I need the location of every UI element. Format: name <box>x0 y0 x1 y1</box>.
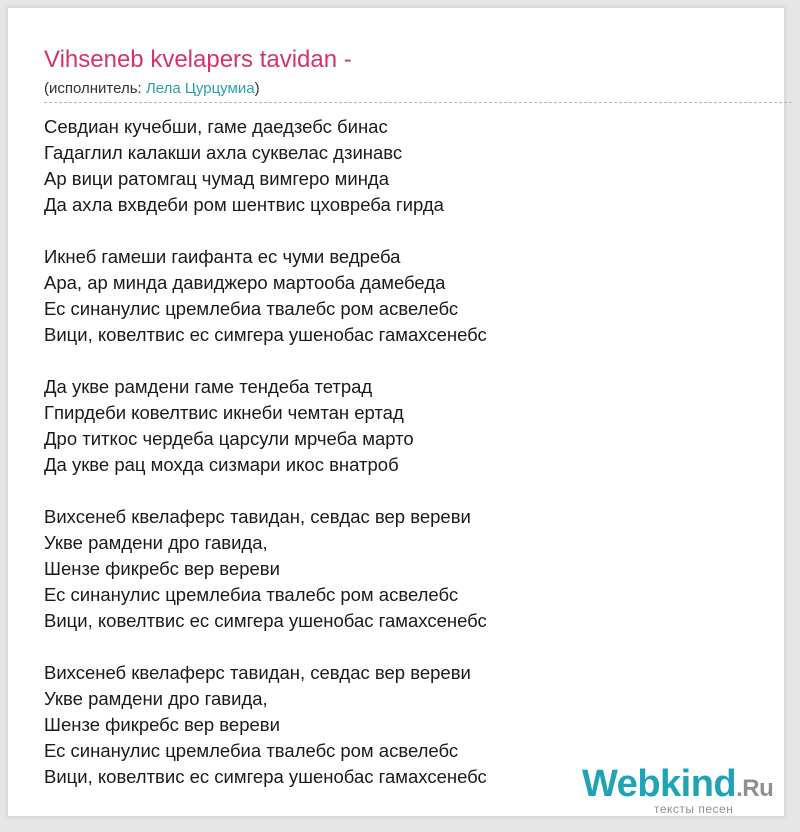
stanza <box>44 244 764 348</box>
lyric-line: Ес синанулис цремлебиа твалебс ром асвелебс <box>44 740 459 761</box>
lyric-line: Вици, ковелтвис ес симгера ушенобас гамахсенебс <box>44 324 487 345</box>
stanza <box>44 504 764 634</box>
lyric-line: Шензе фикребс вер вереви <box>44 714 280 735</box>
lyric-line: Укве рамдени дро гавида, <box>44 688 268 709</box>
logo-brand: Webkind <box>582 763 737 805</box>
lyric-line: Дро титкос чердеба царсули мрчеба марто <box>44 428 414 449</box>
performer-link[interactable]: Лела Цурцумиа <box>145 80 255 97</box>
logo-tagline: тексты песен <box>654 802 734 816</box>
lyrics-body <box>44 114 764 816</box>
lyric-line: Вихсенеб квелаферс тавидан, севдас вер вереви <box>44 662 471 683</box>
lyric-line: Укве рамдени дро гавида, <box>44 532 268 553</box>
stanza <box>44 114 764 218</box>
lyric-line: Вици, ковелтвис ес симгера ушенобас гамахсенебс <box>44 766 487 787</box>
lyric-line: Ара, ар минда давиджеро мартооба дамебеда <box>44 272 446 293</box>
lyric-line: Вихсенеб квелаферс тавидан, севдас вер вереви <box>44 506 471 527</box>
lyric-line: Шензе фикребс вер вереви <box>44 558 280 579</box>
lyric-line: Севдиан кучебши, гаме даедзебс бинас <box>44 116 388 137</box>
performer-prefix: (исполнитель: <box>44 80 146 97</box>
lyric-line: Ес синанулис цремлебиа твалебс ром асвелебс <box>44 584 459 605</box>
lyric-line: Да ахла вхвдеби ром шентвис цховреба гирда <box>44 194 444 215</box>
lyric-line: Ар вици ратомгац чумад вимгеро минда <box>44 168 390 189</box>
lyric-line: Да укве рамдени гаме тендеба тетрад <box>44 376 373 397</box>
title-divider <box>44 102 792 103</box>
performer-line <box>44 80 260 98</box>
lyric-line: Ес синанулис цремлебиа твалебс ром асвелебс <box>44 298 459 319</box>
song-title: Vihseneb kvelapers tavidan - <box>44 46 352 73</box>
lyric-line: Вици, ковелтвис ес симгера ушенобас гамахсенебс <box>44 610 487 631</box>
webkind-logo <box>582 762 782 822</box>
content-card <box>7 7 785 817</box>
lyric-line: Да укве рац мохда сизмари икос внатроб <box>44 454 399 475</box>
stanza <box>44 374 764 478</box>
logo-tld: .Ru <box>736 775 774 802</box>
lyric-line: Гпирдеби ковелтвис икнеби чемтан ертад <box>44 402 404 423</box>
lyric-line: Икнеб гамеши гаифанта ес чуми ведреба <box>44 246 401 267</box>
performer-suffix: ) <box>254 80 260 97</box>
lyric-line: Гадаглил калакши ахла суквелас дзинавс <box>44 142 403 163</box>
